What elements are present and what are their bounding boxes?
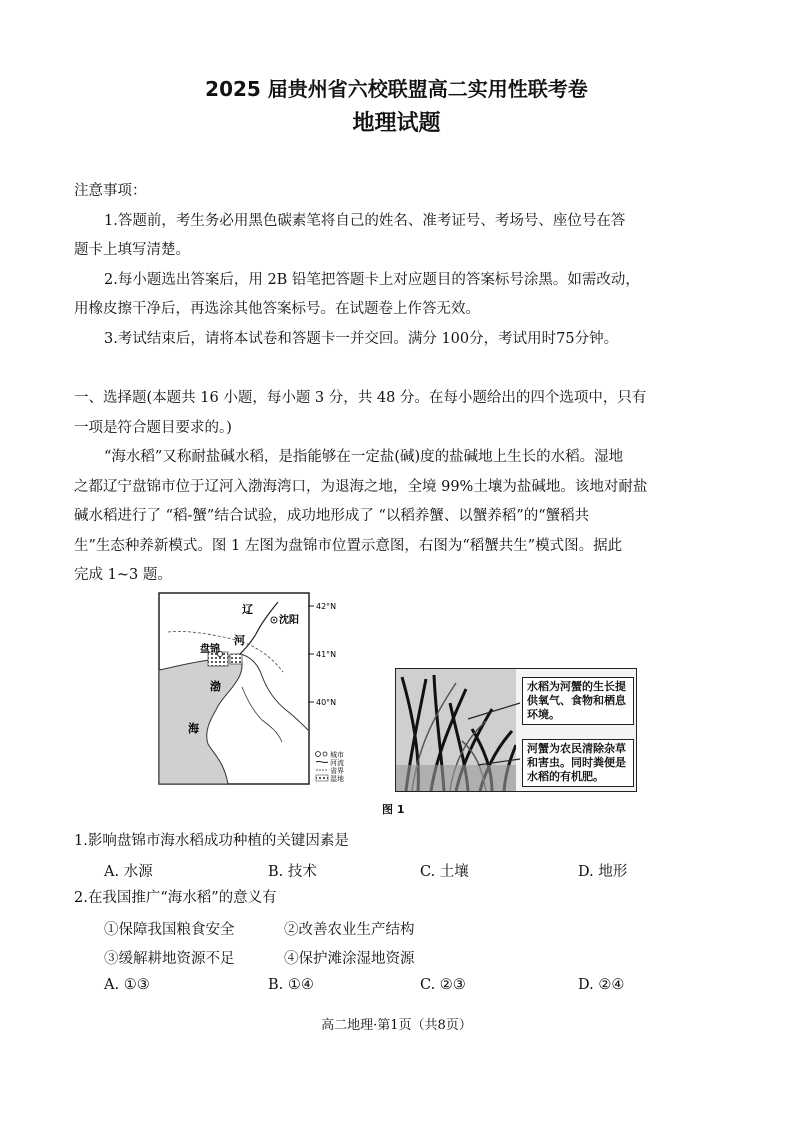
- lat-label-41: 41°N: [316, 650, 337, 659]
- question-2-option-c: C. ②③: [420, 977, 466, 993]
- passage-line4: 生”生态种养新模式。图 1 左图为盘锦市位置示意图，右图为“稻蟹共生”模式图。据此: [74, 538, 623, 554]
- legend-wetland: 湿地: [330, 775, 344, 783]
- map-label-hai: 海: [188, 722, 199, 735]
- page-footer: 高二地理·第1页（共8页）: [321, 1018, 472, 1033]
- city-label-shenyang: 沈阳: [279, 615, 299, 626]
- map-label-he: 河: [234, 634, 245, 647]
- notice-item-3: 3.考试结束后，请将本试卷和答题卡一并交回。满分 100分，考试用时75分钟。: [104, 331, 619, 347]
- notice-item-1-line2: 题卡上填写清楚。: [74, 242, 190, 258]
- legend-city: 城市: [330, 751, 344, 759]
- passage-line3: 碱水稻进行了 “稻-蟹”结合试验，成功地形成了 “以稻养蟹、以蟹养稻”的“蟹稻共: [74, 508, 590, 524]
- question-2-statement-3: ③缓解耕地资源不足: [104, 951, 235, 967]
- section-1-intro-line1: 一、选择题(本题共 16 小题，每小题 3 分，共 48 分。在每小题给出的四个选项中，只有: [74, 390, 647, 406]
- exam-title-line2: 地理试题: [352, 111, 441, 136]
- question-2-statement-1: ①保障我国粮食安全: [104, 922, 235, 938]
- lat-label-42: 42°N: [316, 602, 337, 611]
- map-label-liao: 辽: [242, 603, 253, 616]
- question-1-option-d: D. 地形: [578, 864, 628, 880]
- question-1-option-a: A. 水源: [104, 864, 153, 880]
- question-1-option-c: C. 土壤: [420, 864, 469, 880]
- exam-title-line1: 2025 届贵州省六校联盟高二实用性联考卷: [205, 77, 588, 101]
- question-2-statement-2: ②改善农业生产结构: [284, 922, 415, 938]
- passage-line2: 之都辽宁盘锦市位于辽河入渤海湾口，为退海之地，全境 99%土壤为盐碱地。该地对耐盐: [74, 479, 648, 495]
- legend-border: 省界: [330, 767, 344, 775]
- section-1-intro-line2: 一项是符合题目要求的。): [74, 420, 232, 436]
- notice-item-2-line1: 2.每小题选出答案后，用 2B 铅笔把答题卡上对应题目的答案标号涂黑。如需改动，: [104, 272, 640, 288]
- question-2-option-b: B. ①④: [268, 977, 314, 993]
- city-label-panjin: 盘锦: [200, 644, 220, 655]
- notice-item-2-line2: 用橡皮擦干净后，再选涂其他答案标号。在试题卷上作答无效。: [74, 301, 480, 317]
- question-2-option-d: D. ②④: [578, 977, 625, 993]
- lat-label-40: 40°N: [316, 698, 337, 707]
- panjin-location-map: [158, 592, 374, 785]
- callout-rice-benefit: 水稻为河蟹的生长提供氧气、食物和栖息环境。: [522, 677, 634, 725]
- rice-crab-diagram: [395, 668, 637, 792]
- passage-line1: “海水稻”又称耐盐碱水稻，是指能够在一定盐(碱)度的盐碱地上生长的水稻。湿地: [104, 449, 624, 465]
- question-2-option-a: A. ①③: [104, 977, 150, 993]
- question-2-statement-4: ④保护滩涂湿地资源: [284, 951, 415, 967]
- question-1-stem: 1.影响盘锦市海水稻成功种植的关键因素是: [74, 833, 349, 849]
- notice-item-1-line1: 1.答题前，考生务必用黑色碳素笔将自己的姓名、准考证号、考场号、座位号在答: [104, 213, 626, 229]
- question-1-option-b: B. 技术: [268, 864, 317, 880]
- callout-crab-benefit: 河蟹为农民清除杂草和害虫。同时粪便是水稻的有机肥。: [522, 739, 634, 787]
- question-2-stem: 2.在我国推广“海水稻”的意义有: [74, 890, 277, 906]
- figure-caption: 图 1: [382, 803, 405, 816]
- notice-heading: 注意事项：: [74, 183, 147, 199]
- passage-line5: 完成 1~3 题。: [74, 567, 172, 583]
- map-legend: [316, 750, 345, 783]
- map-label-bo: 渤: [210, 680, 221, 693]
- legend-river: 河流: [330, 759, 344, 767]
